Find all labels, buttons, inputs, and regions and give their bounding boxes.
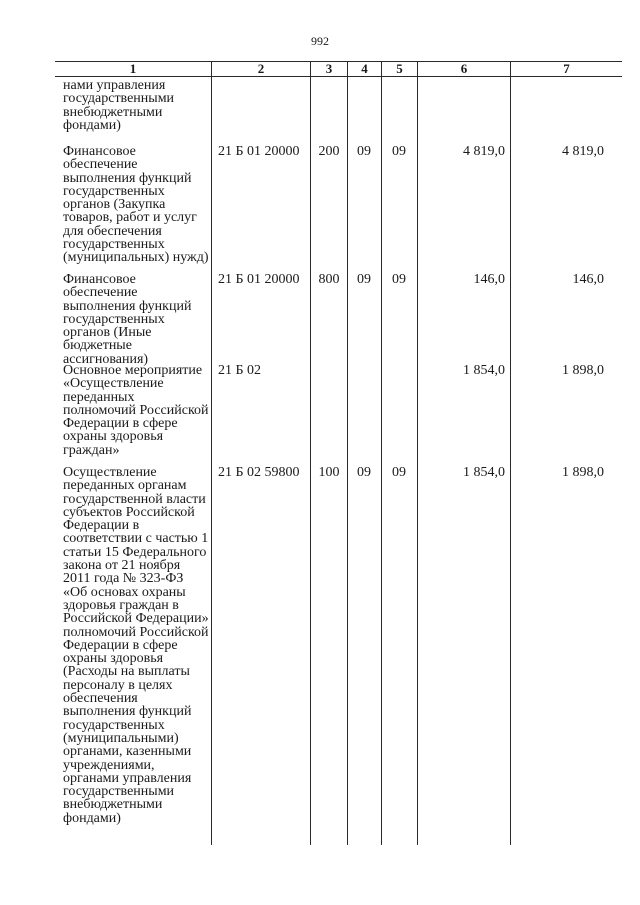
column-header-5: 5 (396, 61, 403, 76)
row-col7-cell: 1 898,0 (562, 363, 604, 378)
row-name-cell: Основное мероприятие «Осуществление переданных полномочий Российской Федерации в сфере охраны здоровья граждан» (63, 363, 209, 458)
row-col6-cell: 146,0 (473, 272, 505, 287)
row-col7-cell: 4 819,0 (562, 144, 604, 159)
row-col4-cell: 09 (357, 272, 371, 287)
column-divider (510, 61, 511, 845)
page-number: 992 (311, 34, 329, 48)
column-header-4: 4 (361, 61, 368, 76)
header-bottom-border (55, 76, 622, 77)
row-name-cell: Финансовое обеспечение выполнения функций государственных органов (Иные бюджетные ассигнования) (63, 272, 192, 367)
row-col6-cell: 4 819,0 (463, 144, 505, 159)
column-header-6: 6 (460, 61, 468, 76)
row-code-cell: 21 Б 02 (218, 363, 262, 378)
row-name-cell: Финансовое обеспечение выполнения функций государственных органов (Закупка товаров, работ и услуг для обеспечения государственных (муниципальных) нужд) (63, 144, 209, 266)
column-divider (310, 61, 311, 845)
row-col3-cell: 200 (318, 144, 340, 159)
row-name-cell: Осуществление переданных органам государственной власти субъектов Российской Федерации в соответствии с частью 1 статьи 15 Федерального закона от 21 ноября 2011 года № 323-ФЗ «Об основах охраны здоровья граждан в Российской Федерации» полномочий Российской Федерации в сфере охраны здоровья (Расходы на выплаты персоналу в целях обеспечения выполнения функций государственных (муниципальными) органами, казенными учреждениями, органами управления государственными внебюджетными фондами) (63, 465, 209, 826)
row-name-cell: нами управления государственными внебюджетными фондами) (63, 78, 175, 133)
row-col6-cell: 1 854,0 (463, 465, 505, 480)
column-header-3: 3 (325, 61, 333, 76)
column-header-7: 7 (563, 61, 570, 76)
row-col3-cell: 800 (318, 272, 340, 287)
column-divider (381, 61, 382, 845)
row-code-cell: 21 Б 01 20000 (218, 144, 300, 159)
row-col3-cell: 100 (318, 465, 340, 480)
row-col7-cell: 146,0 (572, 272, 604, 287)
row-col6-cell: 1 854,0 (463, 363, 505, 378)
column-divider (347, 61, 348, 845)
row-col5-cell: 09 (392, 272, 406, 287)
row-col7-cell: 1 898,0 (562, 465, 604, 480)
column-divider (417, 61, 418, 845)
row-col4-cell: 09 (357, 144, 371, 159)
row-code-cell: 21 Б 02 59800 (218, 465, 300, 480)
row-col4-cell: 09 (357, 465, 371, 480)
row-col5-cell: 09 (392, 144, 406, 159)
column-divider (211, 61, 212, 845)
row-col5-cell: 09 (392, 465, 406, 480)
row-code-cell: 21 Б 01 20000 (218, 272, 300, 287)
column-header-1: 1 (129, 61, 137, 76)
column-header-2: 2 (257, 61, 265, 76)
